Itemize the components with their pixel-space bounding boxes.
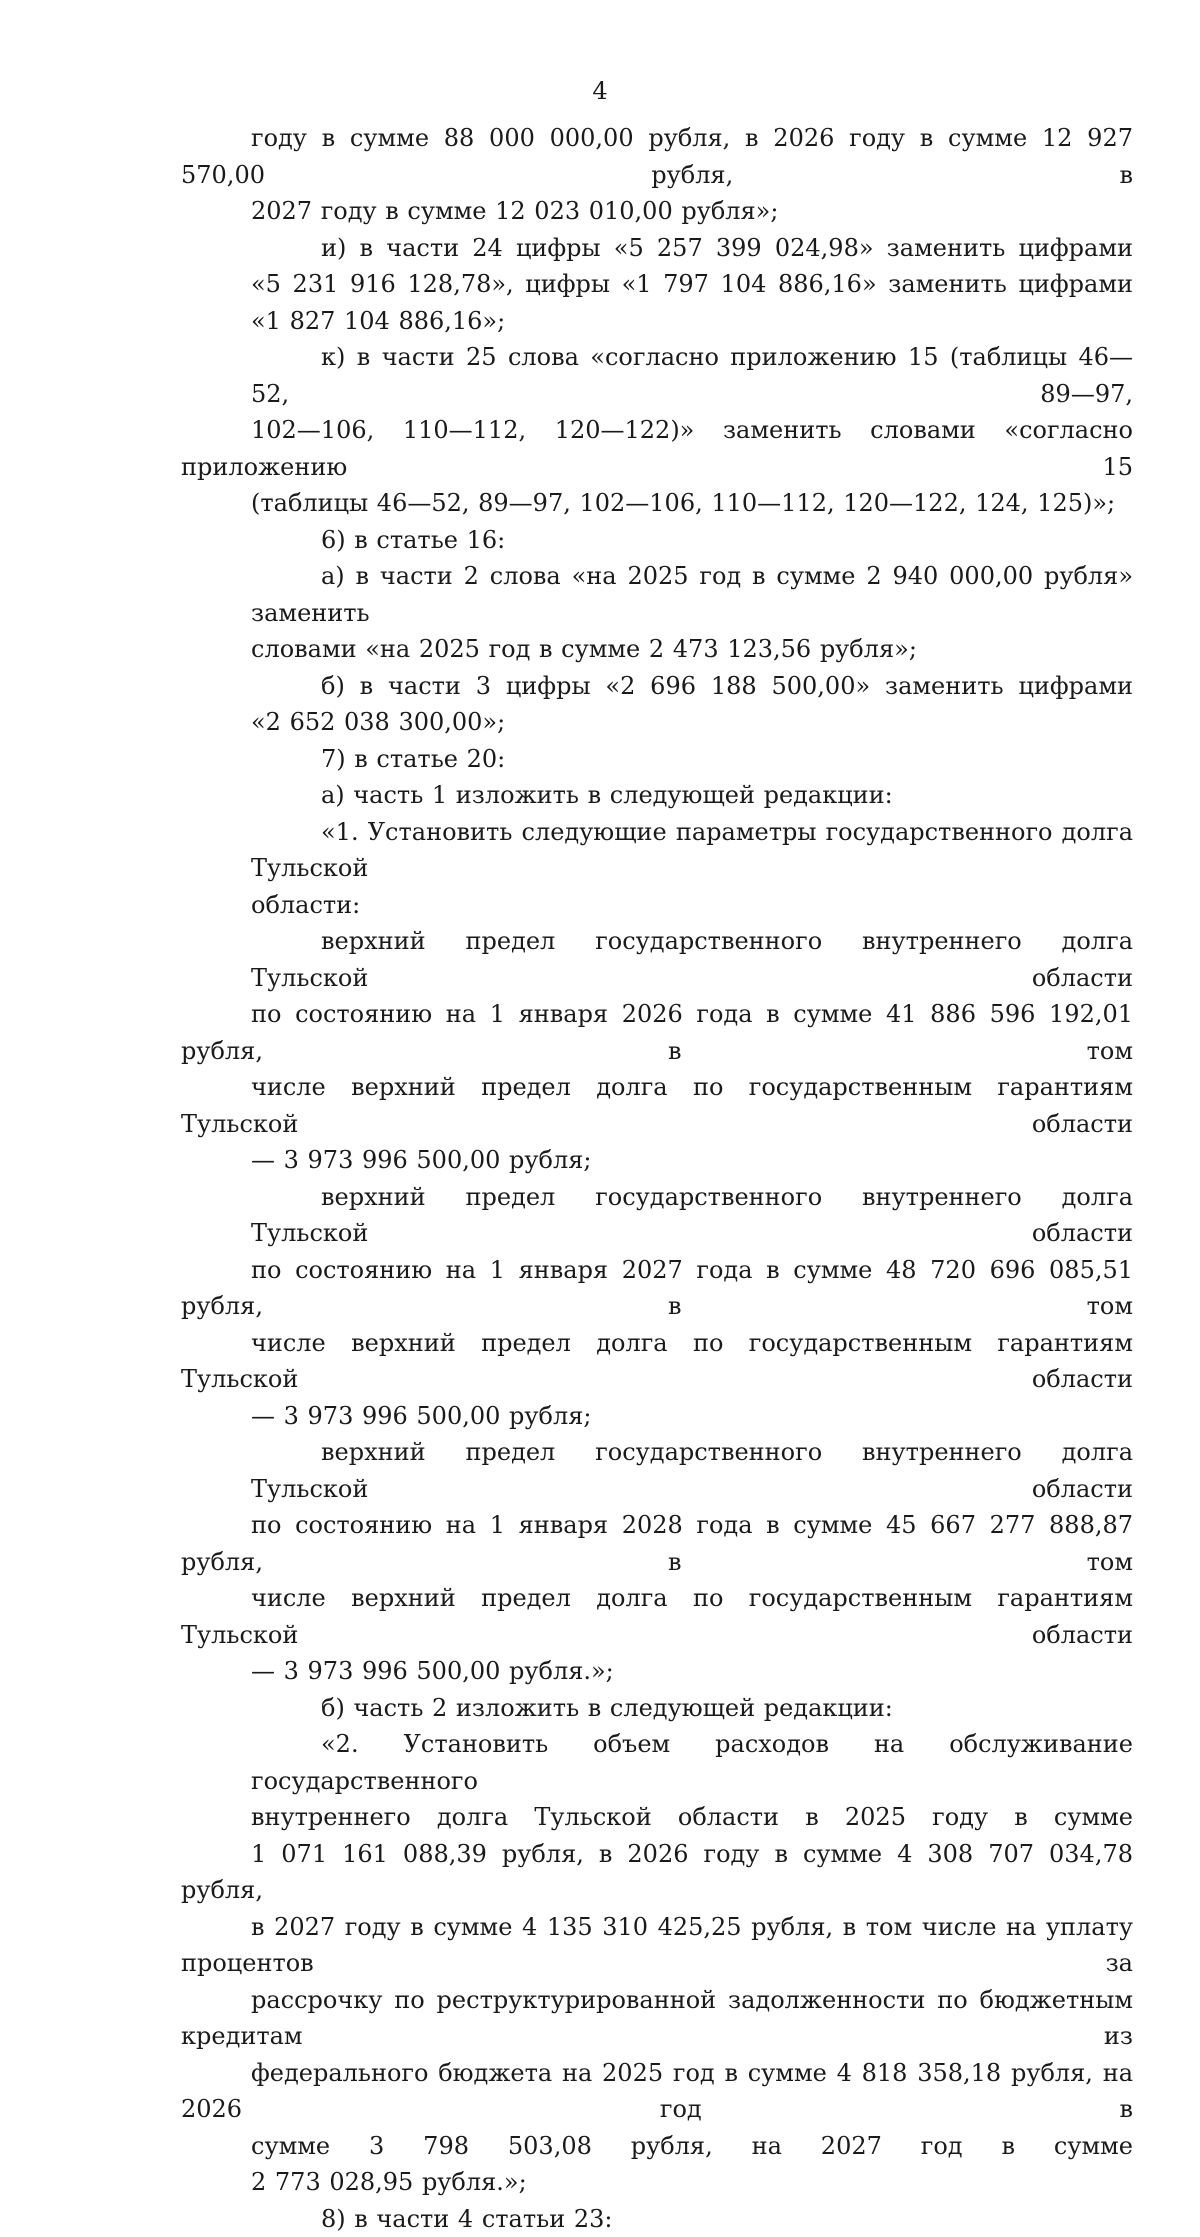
text-line: — 3 973 996 500,00 рубля.»;	[181, 1653, 1133, 1690]
text-line: «2 652 038 300,00»;	[181, 704, 1133, 741]
text-line: б) в части 3 цифры «2 696 188 500,00» заменить цифрами	[181, 668, 1133, 705]
text-line: а) в части 2 слова «на 2025 год в сумме 2 940 000,00 рубля» заменить	[181, 558, 1133, 631]
paragraph	[181, 522, 1133, 559]
text-line: 2 773 028,95 рубля.»;	[181, 2164, 1133, 2201]
text-line: 8) в части 4 статьи 23:	[181, 2201, 1133, 2237]
text-line: 7) в статье 20:	[181, 741, 1133, 778]
text-line: 2027 году в сумме 12 023 010,00 рубля»;	[181, 193, 1133, 230]
text-line: верхний предел государственного внутреннего долга Тульской области	[181, 1434, 1133, 1507]
text-line: и) в части 24 цифры «5 257 399 024,98» заменить цифрами	[181, 230, 1133, 267]
text-line: б) часть 2 изложить в следующей редакции:	[181, 1690, 1133, 1727]
text-line: — 3 973 996 500,00 рубля;	[181, 1142, 1133, 1179]
text-line: по состоянию на 1 января 2028 года в сумме 45 667 277 888,87 рубля, в том	[181, 1507, 1133, 1580]
paragraph	[181, 230, 1133, 340]
text-line: в 2027 году в сумме 4 135 310 425,25 рубля, в том числе на уплату процентов за	[181, 1909, 1133, 1982]
paragraph	[181, 1726, 1133, 2201]
paragraph	[181, 923, 1133, 1179]
text-line: федерального бюджета на 2025 год в сумме 4 818 358,18 рубля, на 2026 год в	[181, 2055, 1133, 2128]
text-line: области:	[181, 887, 1133, 924]
paragraph	[181, 1690, 1133, 1727]
text-line: внутреннего долга Тульской области в 2025 году в сумме	[181, 1799, 1133, 1836]
text-line: рассрочку по реструктурированной задолженности по бюджетным кредитам из	[181, 1982, 1133, 2055]
paragraph	[181, 2201, 1133, 2237]
paragraph	[181, 1434, 1133, 1690]
paragraph	[181, 777, 1133, 814]
text-line: по состоянию на 1 января 2027 года в сумме 48 720 696 085,51 рубля, в том	[181, 1252, 1133, 1325]
text-line: числе верхний предел долга по государственным гарантиям Тульской области	[181, 1069, 1133, 1142]
text-line: 102—106, 110—112, 120—122)» заменить словами «согласно приложению 15	[181, 412, 1133, 485]
text-line: 1 071 161 088,39 рубля, в 2026 году в сумме 4 308 707 034,78 рубля,	[181, 1836, 1133, 1909]
text-line: числе верхний предел долга по государственным гарантиям Тульской области	[181, 1325, 1133, 1398]
text-line: а) часть 1 изложить в следующей редакции:	[181, 777, 1133, 814]
paragraph	[181, 120, 1133, 230]
document-body	[181, 120, 1133, 2237]
paragraph	[181, 814, 1133, 924]
text-line: «5 231 916 128,78», цифры «1 797 104 886,16» заменить цифрами	[181, 266, 1133, 303]
text-line: «2. Установить объем расходов на обслуживание государственного	[181, 1726, 1133, 1799]
page-number: 4	[0, 76, 1200, 106]
paragraph	[181, 1179, 1133, 1435]
text-line: — 3 973 996 500,00 рубля;	[181, 1398, 1133, 1435]
text-line: году в сумме 88 000 000,00 рубля, в 2026 году в сумме 12 927 570,00 рубля, в	[181, 120, 1133, 193]
text-line: сумме 3 798 503,08 рубля, на 2027 год в сумме	[181, 2128, 1133, 2165]
text-line: верхний предел государственного внутреннего долга Тульской области	[181, 1179, 1133, 1252]
text-line: 6) в статье 16:	[181, 522, 1133, 559]
text-line: «1 827 104 886,16»;	[181, 303, 1133, 340]
text-line: к) в части 25 слова «согласно приложению 15 (таблицы 46—52, 89—97,	[181, 339, 1133, 412]
text-line: числе верхний предел долга по государственным гарантиям Тульской области	[181, 1580, 1133, 1653]
paragraph	[181, 668, 1133, 741]
paragraph	[181, 741, 1133, 778]
paragraph	[181, 339, 1133, 522]
text-line: верхний предел государственного внутреннего долга Тульской области	[181, 923, 1133, 996]
text-line: «1. Установить следующие параметры государственного долга Тульской	[181, 814, 1133, 887]
paragraph	[181, 558, 1133, 668]
text-line: (таблицы 46—52, 89—97, 102—106, 110—112, 120—122, 124, 125)»;	[181, 485, 1133, 522]
text-line: словами «на 2025 год в сумме 2 473 123,56 рубля»;	[181, 631, 1133, 668]
text-line: по состоянию на 1 января 2026 года в сумме 41 886 596 192,01 рубля, в том	[181, 996, 1133, 1069]
